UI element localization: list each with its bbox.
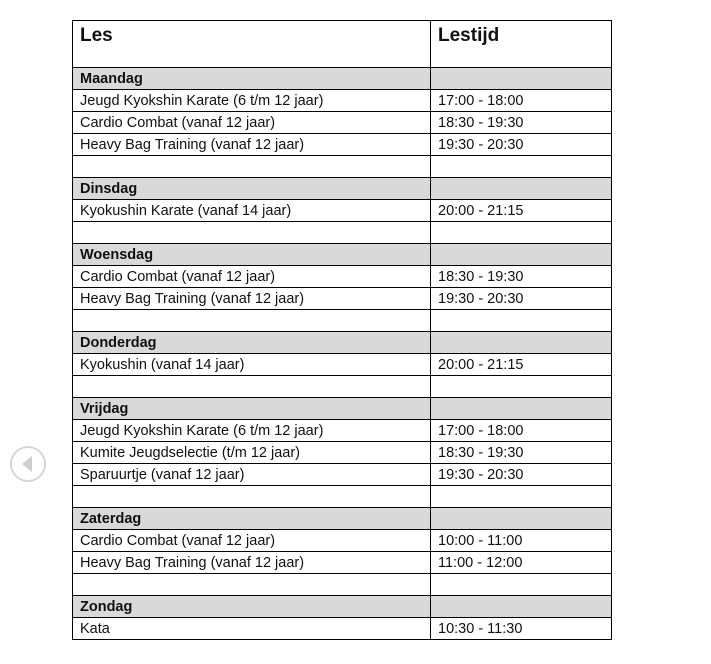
spacer-cell: [73, 486, 431, 508]
class-name: Jeugd Kyokshin Karate (6 t/m 12 jaar): [73, 420, 431, 442]
day-row: [73, 398, 612, 420]
class-name: Cardio Combat (vanaf 12 jaar): [73, 530, 431, 552]
class-name: Heavy Bag Training (vanaf 12 jaar): [73, 552, 431, 574]
spacer-cell: [73, 376, 431, 398]
schedule-table: [72, 20, 612, 640]
spacer-cell: [431, 574, 612, 596]
spacer-row: [73, 222, 612, 244]
class-time: 18:30 - 19:30: [431, 266, 612, 288]
day-time-empty: [431, 596, 612, 618]
column-header-lestijd: Lestijd: [431, 21, 612, 68]
class-name: Jeugd Kyokshin Karate (6 t/m 12 jaar): [73, 90, 431, 112]
table-row: [73, 442, 612, 464]
day-time-empty: [431, 178, 612, 200]
day-name: Donderdag: [73, 332, 431, 354]
column-header-les: Les: [73, 21, 431, 68]
spacer-cell: [431, 222, 612, 244]
day-row: [73, 68, 612, 90]
spacer-cell: [73, 156, 431, 178]
previous-button[interactable]: [10, 446, 46, 482]
day-name: Vrijdag: [73, 398, 431, 420]
table-row: [73, 200, 612, 222]
class-time: 18:30 - 19:30: [431, 442, 612, 464]
table-row: [73, 530, 612, 552]
spacer-row: [73, 310, 612, 332]
class-time: 10:00 - 11:00: [431, 530, 612, 552]
table-row: [73, 266, 612, 288]
table-row: [73, 420, 612, 442]
day-name: Dinsdag: [73, 178, 431, 200]
day-name: Maandag: [73, 68, 431, 90]
spacer-cell: [431, 376, 612, 398]
class-time: 10:30 - 11:30: [431, 618, 612, 640]
spacer-row: [73, 376, 612, 398]
day-row: [73, 596, 612, 618]
day-row: [73, 244, 612, 266]
class-name: Heavy Bag Training (vanaf 12 jaar): [73, 288, 431, 310]
class-name: Kata: [73, 618, 431, 640]
spacer-row: [73, 486, 612, 508]
day-time-empty: [431, 244, 612, 266]
table-row: [73, 618, 612, 640]
class-name: Kumite Jeugdselectie (t/m 12 jaar): [73, 442, 431, 464]
table-header-row: [73, 21, 612, 68]
day-time-empty: [431, 68, 612, 90]
class-name: Cardio Combat (vanaf 12 jaar): [73, 266, 431, 288]
day-time-empty: [431, 332, 612, 354]
class-time: 19:30 - 20:30: [431, 134, 612, 156]
class-name: Kyokushin Karate (vanaf 14 jaar): [73, 200, 431, 222]
class-time: 17:00 - 18:00: [431, 420, 612, 442]
day-time-empty: [431, 508, 612, 530]
spacer-cell: [431, 486, 612, 508]
class-time: 18:30 - 19:30: [431, 112, 612, 134]
table-row: [73, 134, 612, 156]
class-name: Kyokushin (vanaf 14 jaar): [73, 354, 431, 376]
spacer-cell: [431, 310, 612, 332]
class-time: 17:00 - 18:00: [431, 90, 612, 112]
table-row: [73, 464, 612, 486]
spacer-row: [73, 156, 612, 178]
spacer-cell: [73, 310, 431, 332]
spacer-cell: [73, 222, 431, 244]
day-time-empty: [431, 398, 612, 420]
spacer-cell: [431, 156, 612, 178]
class-name: Cardio Combat (vanaf 12 jaar): [73, 112, 431, 134]
schedule-body: [73, 68, 612, 640]
table-row: [73, 552, 612, 574]
table-row: [73, 354, 612, 376]
day-row: [73, 332, 612, 354]
table-row: [73, 288, 612, 310]
class-time: 19:30 - 20:30: [431, 288, 612, 310]
day-name: Zondag: [73, 596, 431, 618]
day-row: [73, 508, 612, 530]
day-name: Woensdag: [73, 244, 431, 266]
class-time: 11:00 - 12:00: [431, 552, 612, 574]
chevron-left-icon: [22, 456, 32, 472]
class-name: Sparuurtje (vanaf 12 jaar): [73, 464, 431, 486]
table-row: [73, 112, 612, 134]
class-name: Heavy Bag Training (vanaf 12 jaar): [73, 134, 431, 156]
spacer-row: [73, 574, 612, 596]
spacer-cell: [73, 574, 431, 596]
class-time: 19:30 - 20:30: [431, 464, 612, 486]
day-name: Zaterdag: [73, 508, 431, 530]
table-row: [73, 90, 612, 112]
class-time: 20:00 - 21:15: [431, 354, 612, 376]
day-row: [73, 178, 612, 200]
class-time: 20:00 - 21:15: [431, 200, 612, 222]
